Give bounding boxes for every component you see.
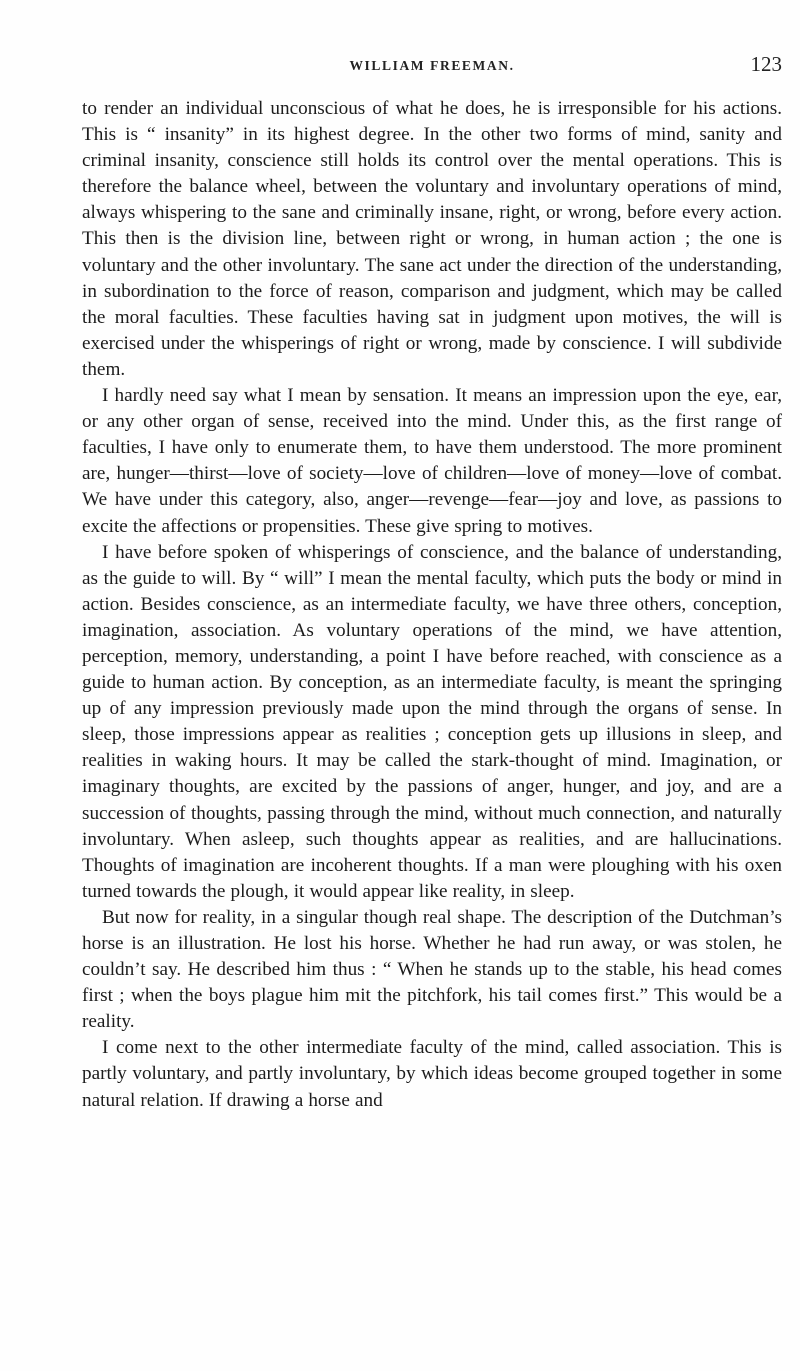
running-title: WILLIAM FREEMAN.	[349, 58, 515, 73]
paragraph-association: I come next to the other intermediate faculty of the mind, called association. This is partly voluntary, and partly involuntary, by which ideas become grouped together in some natural relation. If drawing a horse and	[82, 1037, 782, 1111]
page-number: 123	[750, 52, 782, 76]
paragraph-continuation: to render an individual unconscious of what he does, he is irresponsible for his actions. This is “ insanity” in its highest degree. In the other two forms of mind, sanity and criminal insanity, conscience still holds its control over the mental operations. This is therefore the balance wheel, between the voluntary and involuntary operations of mind, always whispering to the sane and criminally insane, right, or wrong, before every action. This then is the division line, between right or wrong, in human action ; the one is voluntary and the other involuntary. The sane act under the direction of the understanding, in subordination to the force of reason, comparison and judgment, which may be called the moral faculties. These faculties having sat in judgment upon motives, the will is exercised under the whisperings of right or wrong, made by conscience. I will subdivide them.	[82, 98, 782, 380]
paragraph-reality: But now for reality, in a singular though real shape. The description of the Dutchman’s horse is an illustration. He lost his horse. Whether he had run away, or was stolen, he couldn’t say. He described him thus : “ When he stands up to the stable, his head comes first ; when the boys plague him mit the pitchfork, his tail comes first.” This would be a reality.	[82, 906, 782, 1033]
running-head	[82, 52, 782, 82]
paragraph-sensation: I hardly need say what I mean by sensation. It means an impression upon the eye, ear, or any other organ of sense, received into the mind. Under this, as the first range of faculties, I have only to enumerate them, to have them understood. The more prominent are, hunger—thirst—love of society—love of children—love of money—love of combat. We have under this category, also, anger—revenge—fear—joy and love, as passions to excite the affections or propensities. These give spring to motives.	[82, 385, 782, 537]
paragraph-will: I have before spoken of whisperings of conscience, and the balance of understanding, as the guide to will. By “ will” I mean the mental faculty, which puts the body or mind in action. Besides conscience, as an intermediate faculty, we have three others, conception, imagination, association. As voluntary operations of the mind, we have attention, perception, memory, understanding, a point I have before reached, with conscience as a guide to human action. By conception, as an intermediate faculty, is meant the springing up of any impression previously made upon the mind through the organs of sense. In sleep, those impressions appear as realities ; conception gets up illusions in sleep, and realities in waking hours. It may be called the stark-thought of mind. Imagination, or imaginary thoughts, are excited by the passions of anger, hunger, and joy, and are a succession of thoughts, passing through the mind, without much connection, and naturally involuntary. When asleep, such thoughts appear as realities, and are hallucinations. Thoughts of imagination are incoherent thoughts. If a man were ploughing with his oxen turned towards the plough, it would appear like reality, in sleep.	[82, 541, 782, 902]
body-text	[82, 96, 782, 1114]
